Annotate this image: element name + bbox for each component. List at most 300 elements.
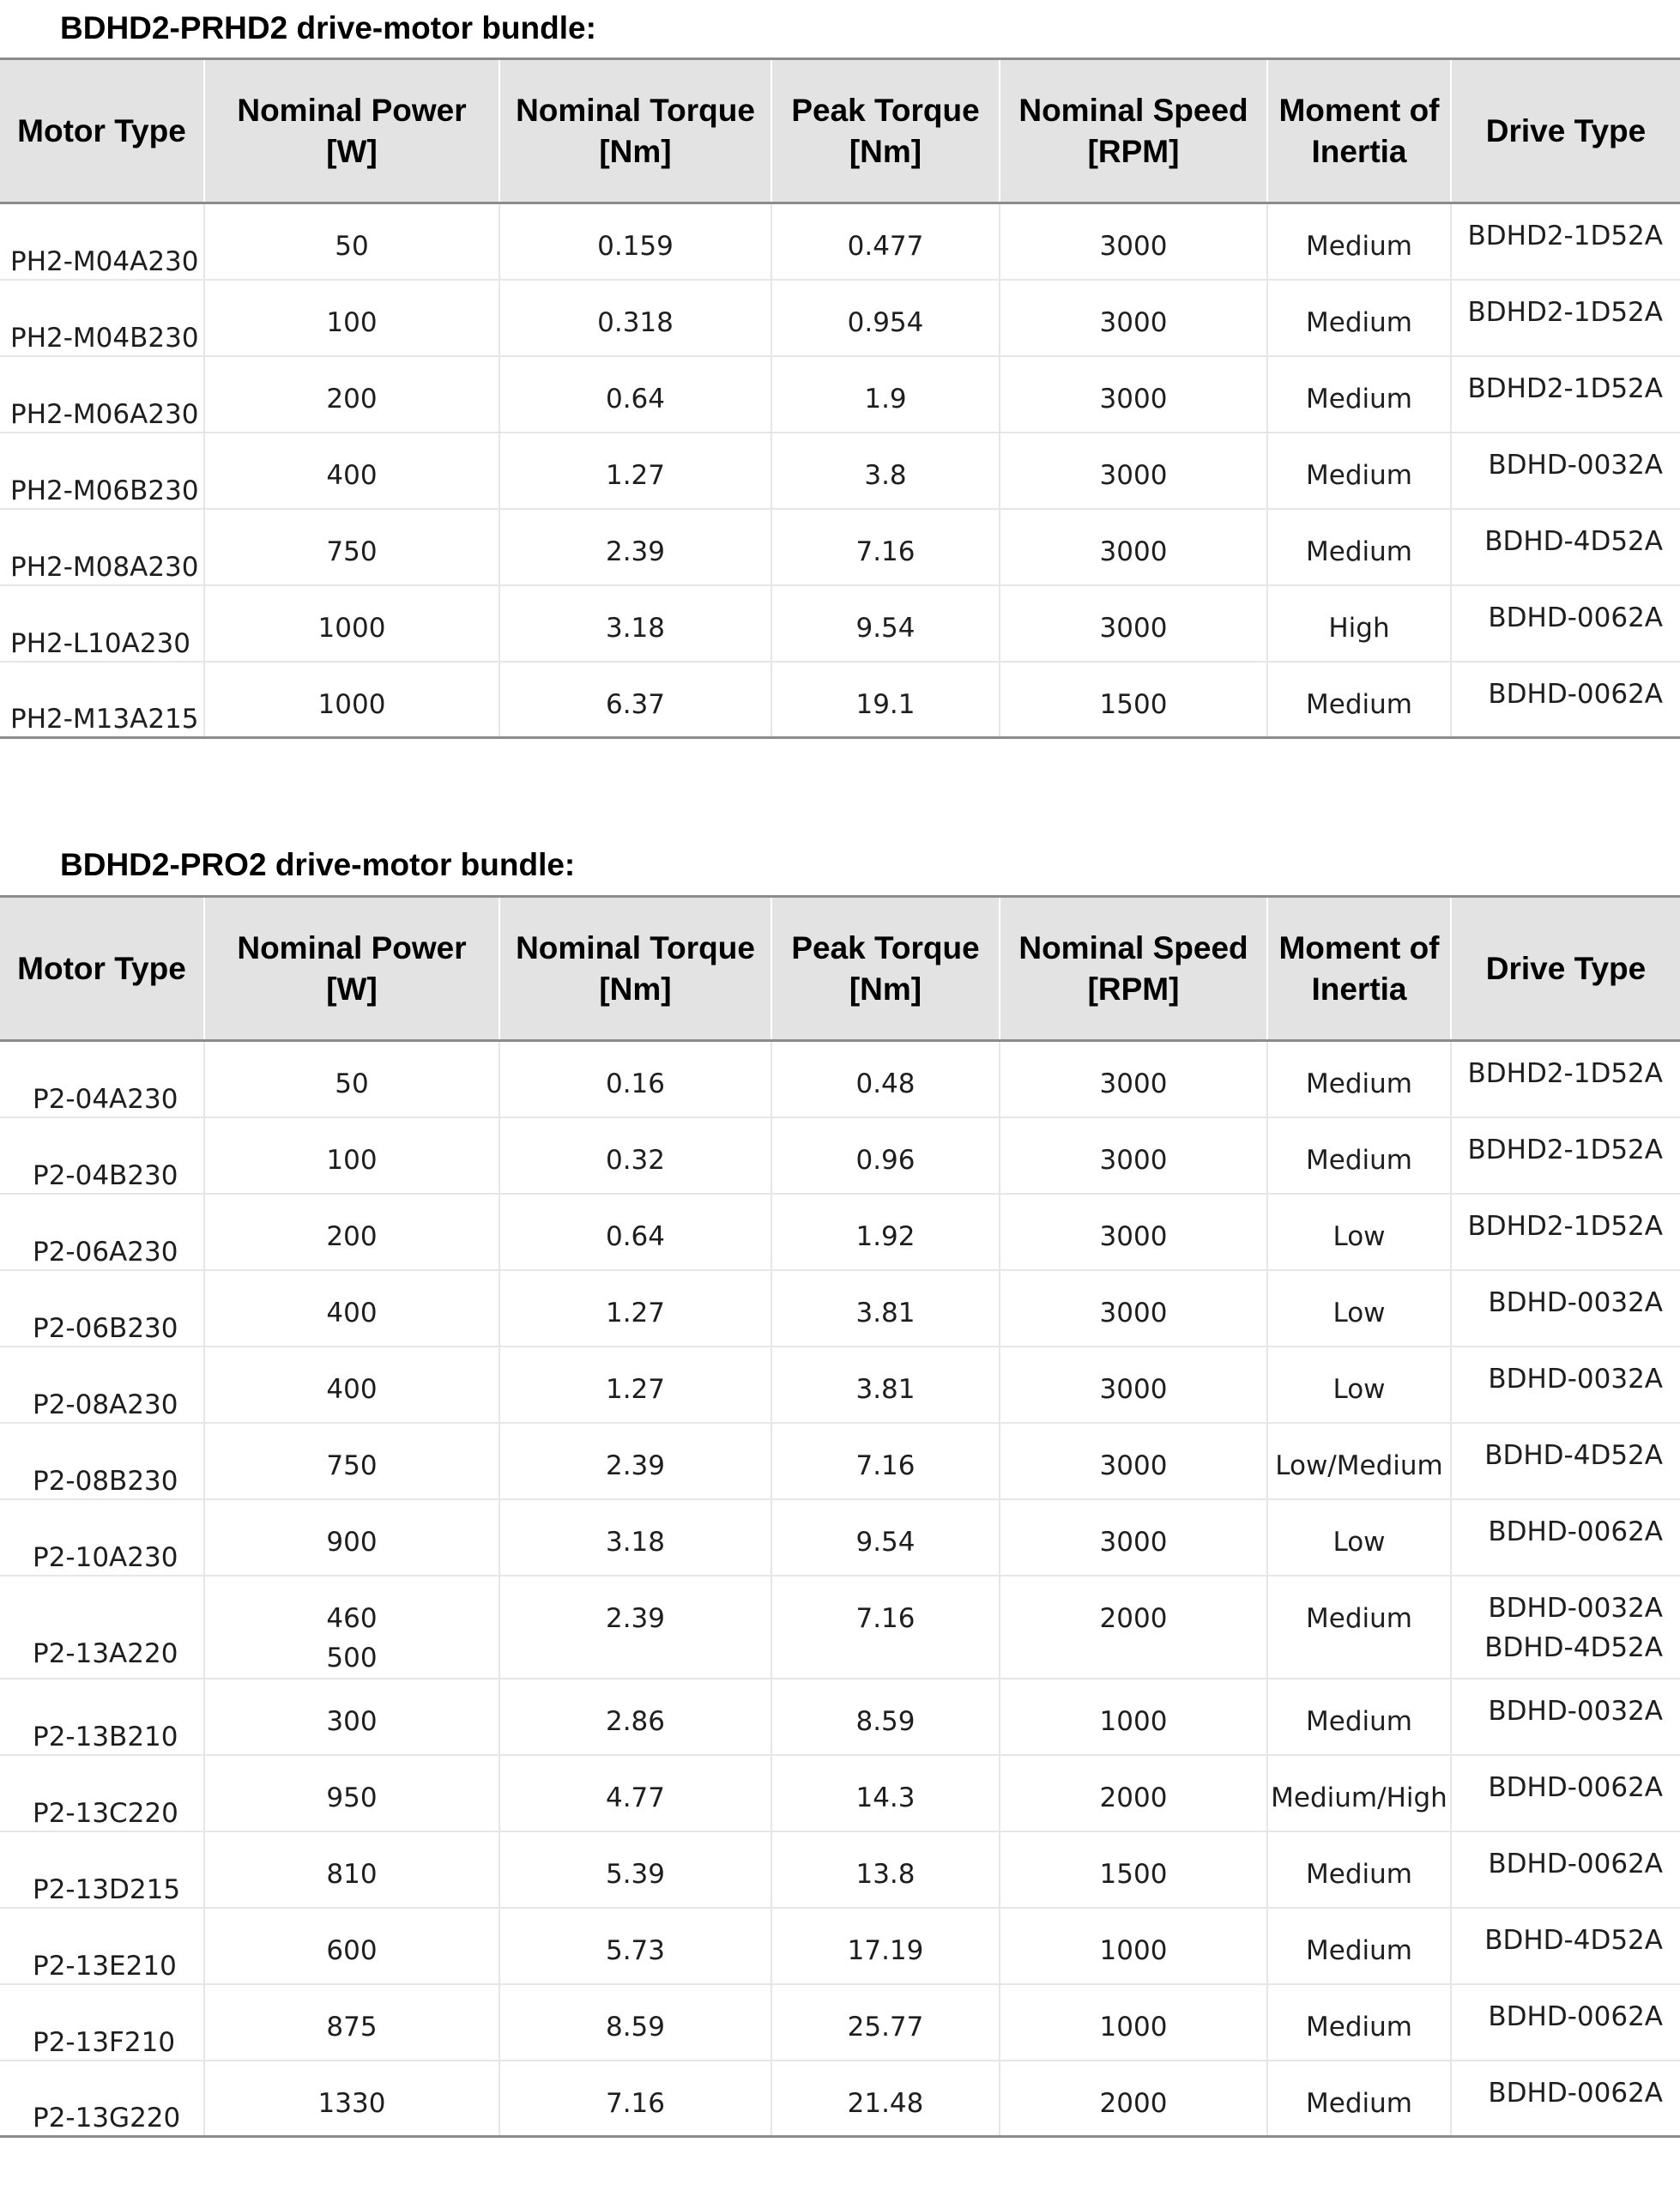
cell-nominal-speed: [1000, 1041, 1267, 1117]
peak-torque-text: 25.77: [847, 2011, 924, 2043]
drive-type-values: [1452, 663, 1680, 714]
nominal-torque-text: 7.16: [605, 2087, 666, 2119]
drive-type-values: [1452, 1118, 1680, 1170]
cell-nominal-speed: [1000, 1499, 1267, 1576]
cell-moment-of-inertia: [1267, 1499, 1451, 1576]
cell-peak-torque: [771, 1576, 1000, 1679]
nominal-torque-text: 0.32: [605, 1144, 666, 1176]
nominal-speed-text: 3000: [1099, 383, 1168, 415]
table-row: [0, 433, 1680, 509]
cell-motor-type: [0, 1041, 204, 1117]
drive-type-values: [1452, 1985, 1680, 2037]
peak-torque-text: 19.1: [855, 688, 916, 720]
cell-nominal-speed: [1000, 1194, 1267, 1270]
table-row: [0, 1679, 1680, 1755]
table-row: [0, 1831, 1680, 1908]
cell-motor-type: [0, 1984, 204, 2061]
prhd2-bundle-table: [0, 57, 1680, 739]
peak-torque-text: 1.92: [855, 1220, 916, 1252]
nominal-power-values: [205, 1680, 499, 1741]
cell-peak-torque: [771, 1270, 1000, 1347]
cell-drive-type: [1451, 1117, 1680, 1194]
header-nominal-torque: Nominal Torque [Nm]: [499, 897, 771, 1041]
cell-nominal-power: [204, 280, 499, 356]
cell-moment-of-inertia: [1267, 280, 1451, 356]
cell-moment-of-inertia: [1267, 2061, 1451, 2137]
header-peak-torque: Peak Torque [Nm]: [771, 897, 1000, 1041]
nominal-torque-text: 2.86: [605, 1705, 666, 1737]
cell-peak-torque: [771, 1117, 1000, 1194]
cell-moment-of-inertia: [1267, 1194, 1451, 1270]
header-nominal-speed: Nominal Speed [RPM]: [1000, 59, 1267, 203]
moment-of-inertia-text: Medium: [1306, 2011, 1412, 2043]
nominal-power-text: 1330: [317, 2087, 386, 2119]
cell-nominal-torque: [499, 1499, 771, 1576]
nominal-power-values: [205, 281, 499, 342]
cell-peak-torque: [771, 585, 1000, 662]
nominal-speed-text: 3000: [1099, 1450, 1168, 1481]
motor-type-text: P2-13E210: [33, 1950, 177, 1982]
cell-moment-of-inertia: [1267, 1347, 1451, 1423]
cell-drive-type: [1451, 1423, 1680, 1499]
drive-type-text: BDHD2-1D52A: [1467, 296, 1663, 328]
nominal-speed-text: 3000: [1099, 1144, 1168, 1176]
nominal-torque-text: 1.27: [605, 1297, 666, 1328]
nominal-power-text: 100: [326, 306, 378, 338]
pro2-bundle-table: [0, 895, 1680, 2138]
header-nominal-power: Nominal Power [W]: [204, 59, 499, 203]
drive-type-text: BDHD-0032A: [1488, 1363, 1663, 1395]
cell-peak-torque: [771, 1423, 1000, 1499]
moment-of-inertia-text: Medium: [1306, 306, 1412, 338]
table-row: [0, 280, 1680, 356]
cell-nominal-torque: [499, 662, 771, 738]
cell-drive-type: [1451, 662, 1680, 738]
cell-moment-of-inertia: [1267, 1679, 1451, 1755]
nominal-power-values: [205, 1500, 499, 1562]
table-row: [0, 1576, 1680, 1679]
cell-nominal-speed: [1000, 1347, 1267, 1423]
cell-drive-type: [1451, 1347, 1680, 1423]
drive-type-text: BDHD-4D52A: [1484, 1631, 1663, 1663]
drive-type-values: [1452, 1756, 1680, 1807]
section-title-prhd2: BDHD2-PRHD2 drive-motor bundle:: [60, 10, 596, 45]
peak-torque-text: 3.81: [855, 1297, 916, 1328]
header-row: [0, 59, 1680, 203]
drive-type-values: [1452, 1347, 1680, 1399]
header-row: [0, 897, 1680, 1041]
cell-nominal-power: [204, 356, 499, 433]
table-row: [0, 1499, 1680, 1576]
drive-type-text: BDHD-0062A: [1488, 1771, 1663, 1803]
drive-type-text: BDHD-0032A: [1488, 1592, 1663, 1624]
cell-nominal-torque: [499, 1117, 771, 1194]
header-moment-of-inertia: Moment of Inertia: [1267, 59, 1451, 203]
cell-nominal-torque: [499, 509, 771, 585]
cell-drive-type: [1451, 2061, 1680, 2137]
drive-type-text: BDHD-0062A: [1488, 602, 1663, 633]
peak-torque-text: 7.16: [855, 1450, 916, 1481]
cell-nominal-torque: [499, 433, 771, 509]
cell-nominal-power: [204, 1831, 499, 1908]
peak-torque-text: 17.19: [847, 1934, 924, 1966]
cell-nominal-speed: [1000, 2061, 1267, 2137]
peak-torque-text: 9.54: [855, 612, 916, 644]
cell-nominal-speed: [1000, 1984, 1267, 2061]
cell-motor-type: [0, 662, 204, 738]
cell-nominal-power: [204, 2061, 499, 2137]
table-row: [0, 1423, 1680, 1499]
cell-moment-of-inertia: [1267, 1576, 1451, 1679]
drive-type-values: [1452, 281, 1680, 332]
nominal-torque-text: 0.64: [605, 1220, 666, 1252]
drive-type-text: BDHD2-1D52A: [1467, 1210, 1663, 1242]
moment-of-inertia-text: Medium/High: [1271, 1782, 1447, 1813]
motor-type-text: P2-04B230: [33, 1159, 178, 1191]
table-row: [0, 1347, 1680, 1423]
moment-of-inertia-text: Low: [1333, 1373, 1386, 1405]
cell-motor-type: [0, 1755, 204, 1831]
header-moment-of-inertia: Moment of Inertia: [1267, 897, 1451, 1041]
nominal-torque-text: 1.27: [605, 1373, 666, 1405]
cell-nominal-power: [204, 1117, 499, 1194]
cell-peak-torque: [771, 662, 1000, 738]
cell-nominal-power: [204, 203, 499, 280]
nominal-torque-text: 1.27: [605, 459, 666, 491]
moment-of-inertia-text: Medium: [1306, 1068, 1412, 1099]
table-row: [0, 356, 1680, 433]
drive-type-values: [1452, 1832, 1680, 1884]
cell-drive-type: [1451, 433, 1680, 509]
cell-nominal-torque: [499, 1194, 771, 1270]
cell-motor-type: [0, 1270, 204, 1347]
cell-nominal-torque: [499, 1347, 771, 1423]
nominal-speed-text: 3000: [1099, 612, 1168, 644]
nominal-torque-text: 0.318: [597, 306, 674, 338]
cell-drive-type: [1451, 509, 1680, 585]
cell-moment-of-inertia: [1267, 1908, 1451, 1984]
moment-of-inertia-text: High: [1328, 612, 1390, 644]
peak-torque-text: 9.54: [855, 1526, 916, 1558]
cell-drive-type: [1451, 585, 1680, 662]
cell-nominal-torque: [499, 1831, 771, 1908]
motor-type-text: PH2-M04B230: [10, 322, 199, 354]
header-nominal-speed: Nominal Speed [RPM]: [1000, 897, 1267, 1041]
cell-peak-torque: [771, 1831, 1000, 1908]
cell-moment-of-inertia: [1267, 1984, 1451, 2061]
cell-moment-of-inertia: [1267, 356, 1451, 433]
table-row: [0, 662, 1680, 738]
nominal-power-text: 50: [335, 231, 369, 262]
cell-motor-type: [0, 1576, 204, 1679]
nominal-speed-text: 2000: [1099, 1602, 1168, 1634]
moment-of-inertia-text: Medium: [1306, 459, 1412, 491]
peak-torque-text: 21.48: [847, 2087, 924, 2119]
cell-motor-type: [0, 1194, 204, 1270]
cell-nominal-power: [204, 1270, 499, 1347]
drive-type-text: BDHD-0062A: [1488, 678, 1663, 710]
drive-type-values: [1452, 1680, 1680, 1731]
cell-peak-torque: [771, 1347, 1000, 1423]
cell-drive-type: [1451, 1755, 1680, 1831]
nominal-power-values: [205, 1271, 499, 1333]
cell-moment-of-inertia: [1267, 1041, 1451, 1117]
cell-nominal-speed: [1000, 509, 1267, 585]
cell-nominal-torque: [499, 1908, 771, 1984]
cell-drive-type: [1451, 1984, 1680, 2061]
peak-torque-text: 3.8: [864, 459, 907, 491]
drive-type-text: BDHD-0062A: [1488, 2000, 1663, 2032]
cell-nominal-speed: [1000, 585, 1267, 662]
nominal-torque-text: 2.39: [605, 536, 666, 567]
cell-drive-type: [1451, 1679, 1680, 1755]
cell-motor-type: [0, 1499, 204, 1576]
table-row: [0, 1755, 1680, 1831]
peak-torque-text: 14.3: [855, 1782, 916, 1813]
nominal-speed-text: 3000: [1099, 1068, 1168, 1099]
nominal-speed-text: 3000: [1099, 1373, 1168, 1405]
drive-type-values: [1452, 586, 1680, 638]
nominal-power-values: [205, 1347, 499, 1409]
cell-drive-type: [1451, 1194, 1680, 1270]
nominal-speed-text: 3000: [1099, 459, 1168, 491]
table-row: [0, 1908, 1680, 1984]
section-title-pro2: BDHD2-PRO2 drive-motor bundle:: [60, 847, 576, 882]
nominal-power-values: [205, 2061, 499, 2123]
cell-motor-type: [0, 1117, 204, 1194]
drive-type-text: BDHD-0032A: [1488, 449, 1663, 481]
nominal-torque-text: 3.18: [605, 1526, 666, 1558]
nominal-power-text: 750: [326, 536, 378, 567]
cell-nominal-torque: [499, 1576, 771, 1679]
drive-type-values: [1452, 1909, 1680, 1960]
peak-torque-text: 0.96: [855, 1144, 916, 1176]
drive-type-text: BDHD2-1D52A: [1467, 221, 1663, 251]
motor-type-text: P2-13G220: [33, 2103, 181, 2133]
peak-torque-text: 3.81: [855, 1373, 916, 1405]
nominal-power-text: 50: [335, 1068, 369, 1099]
drive-type-text: BDHD-4D52A: [1484, 525, 1663, 557]
cell-motor-type: [0, 1908, 204, 1984]
nominal-power-values: [205, 357, 499, 419]
moment-of-inertia-text: Medium: [1306, 231, 1412, 262]
header-motor-type: Motor Type: [0, 897, 204, 1041]
nominal-power-text: 810: [326, 1858, 378, 1890]
moment-of-inertia-text: Medium: [1306, 2087, 1412, 2119]
nominal-speed-text: 2000: [1099, 1782, 1168, 1813]
cell-nominal-power: [204, 585, 499, 662]
cell-peak-torque: [771, 1041, 1000, 1117]
motor-type-text: P2-10A230: [33, 1541, 178, 1573]
drive-type-text: BDHD2-1D52A: [1467, 1058, 1663, 1089]
nominal-power-values: [205, 663, 499, 724]
nominal-speed-text: 3000: [1099, 536, 1168, 567]
nominal-power-text: 300: [326, 1705, 378, 1737]
nominal-power-text: 460: [326, 1602, 378, 1634]
cell-moment-of-inertia: [1267, 662, 1451, 738]
nominal-torque-text: 0.64: [605, 383, 666, 415]
drive-type-values: [1452, 1271, 1680, 1322]
drive-type-values: [1452, 1042, 1680, 1093]
nominal-speed-text: 3000: [1099, 1526, 1168, 1558]
cell-nominal-speed: [1000, 1908, 1267, 1984]
motor-type-text: PH2-M06B230: [10, 475, 199, 506]
drive-type-values: [1452, 1424, 1680, 1475]
cell-nominal-torque: [499, 1984, 771, 2061]
cell-peak-torque: [771, 1499, 1000, 1576]
moment-of-inertia-text: Medium: [1306, 383, 1412, 415]
moment-of-inertia-text: Low: [1333, 1297, 1386, 1328]
cell-drive-type: [1451, 203, 1680, 280]
moment-of-inertia-text: Medium: [1306, 536, 1412, 567]
cell-peak-torque: [771, 280, 1000, 356]
moment-of-inertia-text: Medium: [1306, 688, 1412, 720]
nominal-power-text: 875: [326, 2011, 378, 2043]
drive-type-text: BDHD2-1D52A: [1467, 372, 1663, 404]
drive-type-text: BDHD-4D52A: [1484, 1439, 1663, 1471]
cell-nominal-power: [204, 1194, 499, 1270]
header-nominal-torque: Nominal Torque [Nm]: [499, 59, 771, 203]
peak-torque-text: 7.16: [855, 536, 916, 567]
motor-type-text: P2-08B230: [33, 1465, 178, 1497]
nominal-power-values: [205, 510, 499, 572]
nominal-power-text: 400: [326, 1373, 378, 1405]
nominal-speed-text: 2000: [1099, 2087, 1168, 2119]
motor-type-text: P2-13B210: [33, 1721, 178, 1752]
cell-nominal-power: [204, 662, 499, 738]
cell-peak-torque: [771, 1984, 1000, 2061]
cell-nominal-power: [204, 1041, 499, 1117]
peak-torque-text: 0.954: [847, 306, 924, 338]
moment-of-inertia-text: Low: [1333, 1220, 1386, 1252]
motor-type-text: P2-06A230: [33, 1236, 178, 1268]
drive-type-text: BDHD-0062A: [1488, 2077, 1663, 2109]
peak-torque-text: 0.477: [847, 231, 924, 262]
cell-motor-type: [0, 2061, 204, 2137]
cell-peak-torque: [771, 1755, 1000, 1831]
drive-type-values: [1452, 1577, 1680, 1667]
nominal-power-values: [205, 1042, 499, 1104]
table-row: [0, 1117, 1680, 1194]
motor-type-text: PH2-M06A230: [10, 398, 199, 430]
cell-motor-type: [0, 356, 204, 433]
cell-moment-of-inertia: [1267, 509, 1451, 585]
cell-nominal-torque: [499, 203, 771, 280]
nominal-torque-text: 5.39: [605, 1858, 666, 1890]
cell-motor-type: [0, 585, 204, 662]
cell-nominal-power: [204, 1679, 499, 1755]
cell-moment-of-inertia: [1267, 1270, 1451, 1347]
drive-type-text: BDHD-0062A: [1488, 1848, 1663, 1879]
drive-type-text: BDHD-0032A: [1488, 1695, 1663, 1727]
nominal-power-text: 200: [326, 383, 378, 415]
nominal-power-text: 950: [326, 1782, 378, 1813]
cell-nominal-torque: [499, 1423, 771, 1499]
cell-nominal-torque: [499, 356, 771, 433]
nominal-power-text: 1000: [317, 612, 386, 644]
drive-type-values: [1452, 433, 1680, 485]
motor-type-text: P2-04A230: [33, 1083, 178, 1115]
nominal-power-text: 900: [326, 1526, 378, 1558]
nominal-torque-text: 0.159: [597, 231, 674, 262]
nominal-torque-text: 3.18: [605, 612, 666, 644]
nominal-torque-text: 2.39: [605, 1450, 666, 1481]
nominal-power-text: 500: [326, 1642, 378, 1673]
nominal-power-text: 1000: [317, 688, 386, 720]
motor-type-text: PH2-L10A230: [10, 627, 191, 659]
peak-torque-text: 7.16: [855, 1602, 916, 1634]
cell-nominal-power: [204, 1755, 499, 1831]
cell-nominal-speed: [1000, 1117, 1267, 1194]
table-row: [0, 509, 1680, 585]
cell-nominal-power: [204, 1499, 499, 1576]
cell-nominal-speed: [1000, 433, 1267, 509]
table-row: [0, 2061, 1680, 2137]
nominal-power-values: [205, 433, 499, 495]
nominal-torque-text: 2.39: [605, 1602, 666, 1634]
cell-nominal-speed: [1000, 1679, 1267, 1755]
peak-torque-text: 8.59: [855, 1705, 916, 1737]
nominal-power-values: [205, 1195, 499, 1256]
motor-type-text: P2-06B230: [33, 1312, 178, 1344]
cell-peak-torque: [771, 509, 1000, 585]
cell-drive-type: [1451, 280, 1680, 356]
motor-type-text: P2-13A220: [33, 1637, 178, 1669]
cell-moment-of-inertia: [1267, 1423, 1451, 1499]
cell-motor-type: [0, 280, 204, 356]
cell-motor-type: [0, 203, 204, 280]
drive-type-text: BDHD2-1D52A: [1467, 1134, 1663, 1165]
nominal-speed-text: 1000: [1099, 1934, 1168, 1966]
nominal-power-text: 400: [326, 459, 378, 491]
nominal-speed-text: 3000: [1099, 1297, 1168, 1328]
nominal-speed-text: 3000: [1099, 306, 1168, 338]
cell-nominal-speed: [1000, 280, 1267, 356]
cell-nominal-speed: [1000, 203, 1267, 280]
cell-drive-type: [1451, 1576, 1680, 1679]
moment-of-inertia-text: Medium: [1306, 1705, 1412, 1737]
nominal-power-text: 400: [326, 1297, 378, 1328]
moment-of-inertia-text: Low: [1333, 1526, 1386, 1558]
nominal-power-values: [205, 1832, 499, 1894]
nominal-power-text: 750: [326, 1450, 378, 1481]
cell-moment-of-inertia: [1267, 1755, 1451, 1831]
cell-drive-type: [1451, 1831, 1680, 1908]
nominal-speed-text: 1500: [1099, 1858, 1168, 1890]
cell-peak-torque: [771, 1908, 1000, 1984]
cell-motor-type: [0, 1423, 204, 1499]
drive-type-values: [1452, 1195, 1680, 1246]
nominal-speed-text: 1500: [1099, 688, 1168, 720]
moment-of-inertia-text: Medium: [1306, 1934, 1412, 1966]
moment-of-inertia-text: Medium: [1306, 1144, 1412, 1176]
table-row: [0, 1984, 1680, 2061]
nominal-torque-text: 6.37: [605, 688, 666, 720]
nominal-power-values: [205, 586, 499, 648]
nominal-torque-text: 0.16: [605, 1068, 666, 1099]
nominal-speed-text: 3000: [1099, 231, 1168, 262]
table-row: [0, 1194, 1680, 1270]
motor-type-text: P2-08A230: [33, 1389, 178, 1420]
peak-torque-text: 0.48: [855, 1068, 916, 1099]
cell-nominal-torque: [499, 2061, 771, 2137]
cell-nominal-torque: [499, 1041, 771, 1117]
cell-nominal-speed: [1000, 1270, 1267, 1347]
cell-moment-of-inertia: [1267, 1117, 1451, 1194]
cell-drive-type: [1451, 356, 1680, 433]
cell-moment-of-inertia: [1267, 1831, 1451, 1908]
cell-motor-type: [0, 1831, 204, 1908]
